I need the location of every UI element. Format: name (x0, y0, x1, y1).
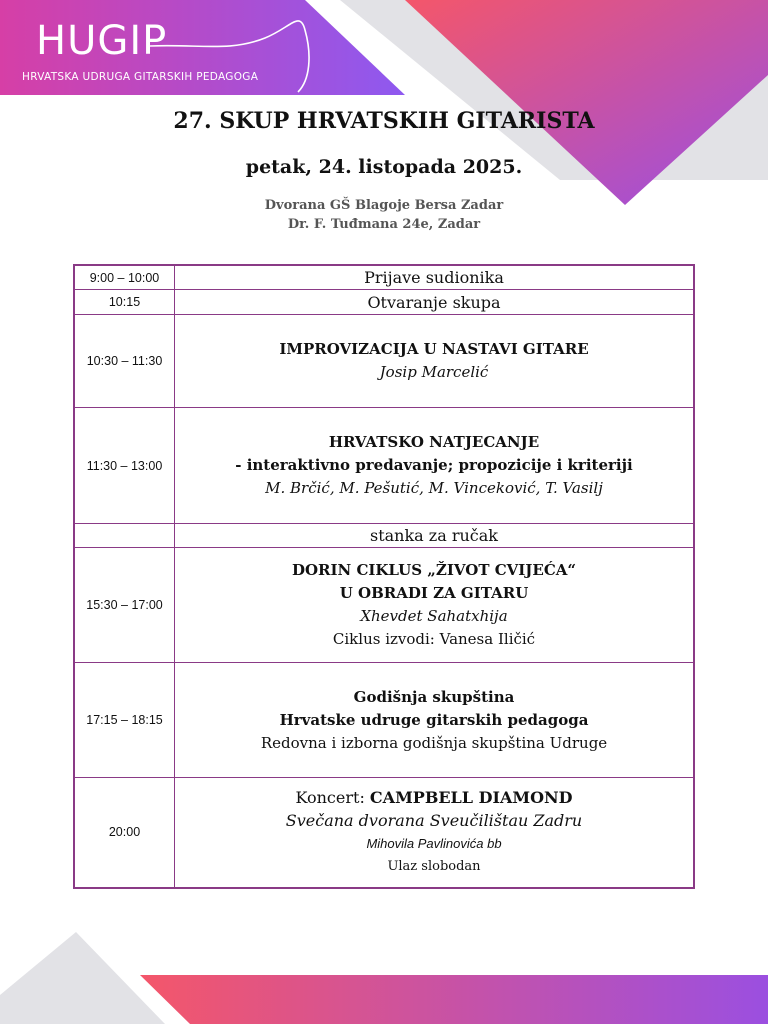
session-title: HRVATSKO NATJECANJE (328, 433, 540, 451)
table-row (74, 290, 694, 315)
row-description: Otvaranje skupa (175, 290, 695, 315)
row-time: 10:15 (74, 290, 175, 315)
table-row (74, 548, 694, 663)
session-author: Xhevdet Sahatxhija (360, 607, 508, 625)
session-author: Svečana dvorana Sveučilištau Zadru (285, 811, 583, 831)
table-row (74, 315, 694, 408)
row-time: 17:15 – 18:15 (74, 663, 175, 778)
session-title: IMPROVIZACIJA U NASTAVI GITARE (279, 340, 589, 358)
session-title: Godišnja skupština (353, 687, 515, 706)
table-row (74, 663, 694, 778)
session-author: Josip Marcelić (379, 363, 489, 381)
row-time (74, 524, 175, 548)
row-description (175, 778, 695, 888)
logo: HUGIP (36, 18, 168, 64)
concert-prefix: Koncert: (295, 788, 370, 808)
row-description: stanka za ručak (175, 524, 695, 548)
session-address: Mihovila Pavlinovića bb (366, 836, 502, 852)
concert-line (175, 786, 693, 809)
table-row (74, 408, 694, 524)
row-time: 11:30 – 13:00 (74, 408, 175, 524)
event-title: 27. SKUP HRVATSKIH GITARISTA (173, 108, 595, 134)
venue-line-2: Dr. F. Tuđmana 24e, Zadar (287, 217, 481, 232)
row-time: 20:00 (74, 778, 175, 888)
session-note: Ciklus izvodi: Vanesa Iličić (332, 630, 536, 648)
table-row (74, 778, 694, 888)
logo-subtitle: HRVATSKA UDRUGA GITARSKIH PEDAGOGA (22, 71, 259, 83)
row-time: 15:30 – 17:00 (74, 548, 175, 663)
session-subtitle: - interaktivno predavanje; propozicije i kriteriji (235, 456, 633, 474)
session-subtitle: Hrvatske udruge gitarskih pedagoga (279, 710, 589, 729)
venue-line-1: Dvorana GŠ Blagoje Bersa Zadar (264, 198, 504, 213)
event-venue (0, 196, 768, 234)
session-note: Ulaz slobodan (387, 859, 481, 875)
session-title: DORIN CIKLUS „ŽIVOT CVIJEĆA“ (291, 561, 577, 579)
schedule-table (73, 264, 695, 889)
session-title: CAMPBELL DIAMOND (369, 788, 573, 808)
row-description (175, 315, 695, 408)
table-row (74, 524, 694, 548)
event-date: petak, 24. listopada 2025. (245, 156, 523, 178)
row-description: Prijave sudionika (175, 265, 695, 290)
session-author: M. Brčić, M. Pešutić, M. Vinceković, T. Vasilj (265, 479, 603, 497)
session-subtitle: U OBRADI ZA GITARU (339, 584, 529, 602)
gradient-band-bottom (140, 975, 768, 1024)
row-time: 10:30 – 11:30 (74, 315, 175, 408)
grey-triangle-bottom (0, 932, 165, 1024)
table-row (74, 265, 694, 290)
row-description (175, 663, 695, 778)
row-time: 9:00 – 10:00 (74, 265, 175, 290)
session-note: Redovna i izborna godišnja skupština Udruge (260, 733, 608, 752)
row-description (175, 408, 695, 524)
row-description (175, 548, 695, 663)
